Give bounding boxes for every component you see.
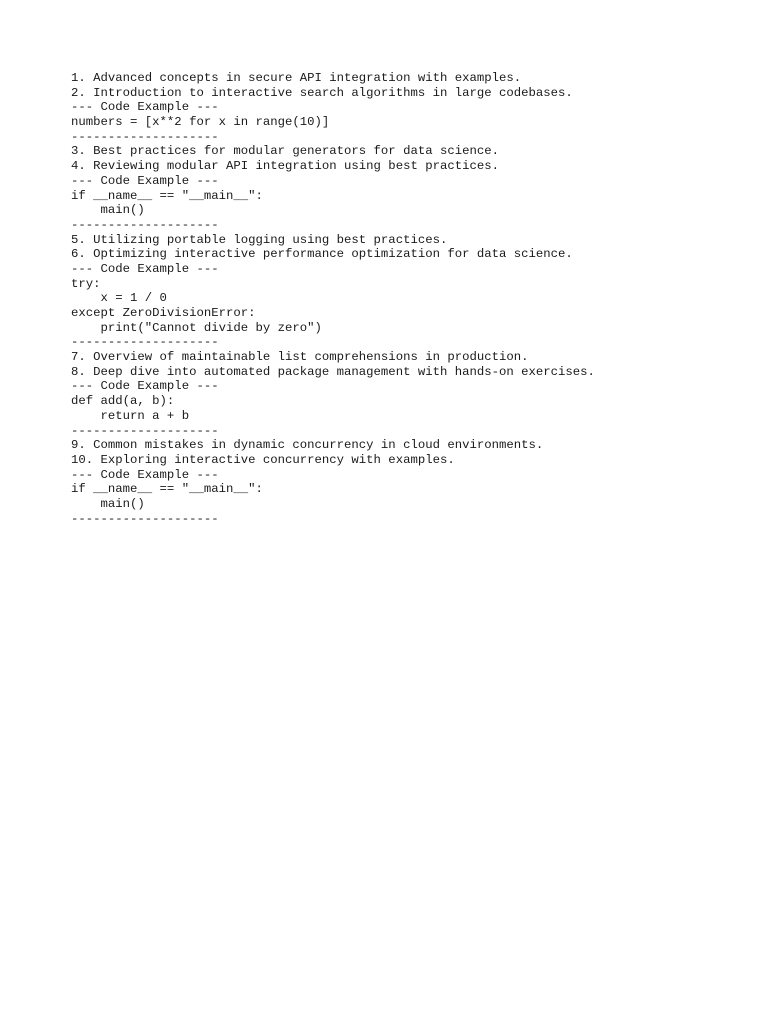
text-line: def add(a, b): <box>71 394 175 409</box>
text-line: 5. Utilizing portable logging using best practices. <box>71 232 448 247</box>
text-line: print("Cannot divide by zero") <box>71 320 322 335</box>
text-line: 8. Deep dive into automated package management with hands-on exercises. <box>71 364 595 379</box>
text-line: numbers = [x**2 for x in range(10)] <box>71 115 330 130</box>
text-line: if __name__ == "__main__": <box>71 188 263 203</box>
text-line: --- Code Example --- <box>71 379 219 394</box>
text-line: --- Code Example --- <box>71 261 219 276</box>
text-line: -------------------- <box>71 423 219 438</box>
text-line: --- Code Example --- <box>71 173 219 188</box>
text-line: 10. Exploring interactive concurrency with examples. <box>71 452 455 467</box>
text-line: if __name__ == "__main__": <box>71 482 263 497</box>
text-line: 3. Best practices for modular generators for data science. <box>71 144 500 159</box>
text-line: 4. Reviewing modular API integration using best practices. <box>71 159 500 174</box>
text-line: -------------------- <box>71 129 219 144</box>
text-line: return a + b <box>71 408 190 423</box>
text-line: 6. Optimizing interactive performance optimization for data science. <box>71 247 573 262</box>
text-line: --- Code Example --- <box>71 100 219 115</box>
text-line: 1. Advanced concepts in secure API integration with examples. <box>71 71 522 85</box>
text-line: 9. Common mistakes in dynamic concurrency in cloud environments. <box>71 438 544 453</box>
text-line: -------------------- <box>71 511 219 526</box>
text-line: x = 1 / 0 <box>71 291 167 306</box>
text-line: 7. Overview of maintainable list comprehensions in production. <box>71 350 529 365</box>
text-line: -------------------- <box>71 217 219 232</box>
text-line: except ZeroDivisionError: <box>71 306 256 320</box>
document-text <box>71 71 751 526</box>
text-line: -------------------- <box>71 335 219 350</box>
text-line: 2. Introduction to interactive search algorithms in large codebases. <box>71 85 573 100</box>
text-line: main() <box>71 203 145 218</box>
text-line: try: <box>71 276 101 291</box>
text-line: main() <box>71 496 145 511</box>
text-line: --- Code Example --- <box>71 467 219 482</box>
